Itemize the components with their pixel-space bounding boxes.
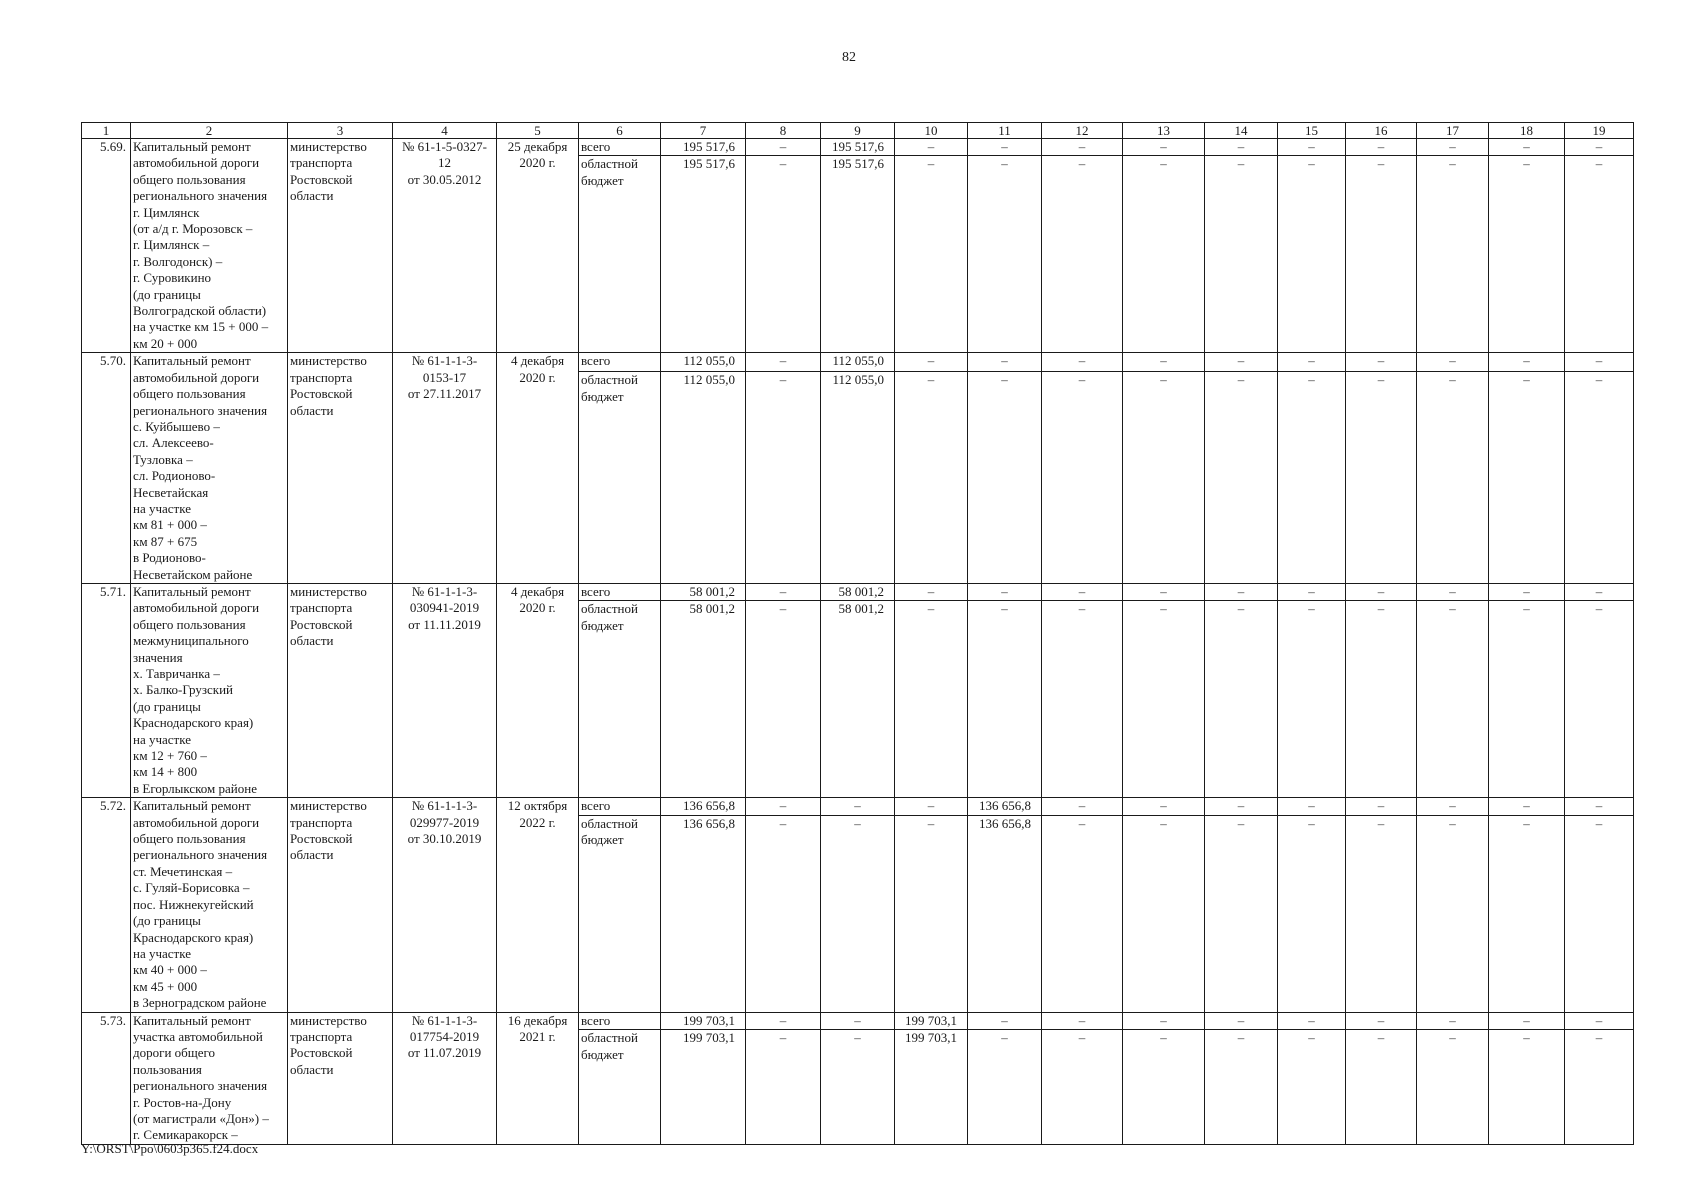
amount-cell: –: [1417, 815, 1489, 1012]
amount-cell: –: [1278, 798, 1346, 815]
amount-cell: –: [1417, 372, 1489, 584]
amount-cell: –: [746, 798, 821, 815]
amount-cell: –: [1565, 372, 1634, 584]
amount-cell: –: [968, 601, 1042, 798]
amount-cell: –: [895, 815, 968, 1012]
amount-cell: 112 055,0: [661, 353, 746, 372]
amount-cell: –: [1042, 1012, 1123, 1030]
amount-cell: –: [1123, 1012, 1205, 1030]
amount-cell: –: [1346, 139, 1417, 156]
amount-cell: –: [1042, 583, 1123, 600]
amount-cell: –: [1278, 139, 1346, 156]
column-number: 15: [1278, 123, 1346, 139]
amount-cell: –: [1278, 583, 1346, 600]
amount-cell: –: [1417, 139, 1489, 156]
amount-cell: –: [1489, 353, 1565, 372]
amount-cell: –: [1565, 583, 1634, 600]
amount-cell: –: [1042, 1030, 1123, 1145]
amount-cell: 112 055,0: [661, 372, 746, 584]
amount-cell: –: [746, 815, 821, 1012]
table-row: [82, 139, 1634, 156]
amount-cell: –: [1346, 1030, 1417, 1145]
amount-cell: –: [895, 798, 968, 815]
object-name: Капитальный ремонт автомобильной дороги общего пользования регионального значения ст. Мечетинская – с. Гуляй-Борисовка – пос. Нижнекугейский (до границы Краснодарского края) на участке км 40 + 000 – км 45 + 000 в Зерноградском районе: [131, 798, 288, 1012]
object-name: Капитальный ремонт автомобильной дороги общего пользования межмуниципального значения х. Тавричанка – х. Балко-Грузский (до границы Краснодарского края) на участке км 12 + 760 – км 14 + 800 в Егорлыкском районе: [131, 583, 288, 797]
document-reference: № 61-1-5-0327- 12 от 30.05.2012: [393, 139, 497, 353]
amount-cell: –: [1417, 1030, 1489, 1145]
funding-source: всего: [579, 798, 661, 815]
column-number: 9: [821, 123, 895, 139]
amount-cell: –: [1346, 353, 1417, 372]
table-row: [82, 1012, 1634, 1030]
customer-name: министерство транспорта Ростовской области: [288, 798, 393, 1012]
amount-cell: 112 055,0: [821, 353, 895, 372]
amount-cell: –: [1042, 601, 1123, 798]
amount-cell: –: [746, 156, 821, 353]
column-number: 6: [579, 123, 661, 139]
amount-cell: –: [821, 1030, 895, 1145]
column-number: 16: [1346, 123, 1417, 139]
amount-cell: –: [895, 156, 968, 353]
amount-cell: –: [1417, 798, 1489, 815]
amount-cell: –: [1346, 156, 1417, 353]
column-number: 3: [288, 123, 393, 139]
column-number: 4: [393, 123, 497, 139]
amount-cell: –: [895, 353, 968, 372]
amount-cell: –: [1278, 1030, 1346, 1145]
amount-cell: –: [1278, 1012, 1346, 1030]
amount-cell: –: [746, 353, 821, 372]
completion-date: 25 декабря 2020 г.: [497, 139, 579, 353]
customer-name: министерство транспорта Ростовской области: [288, 583, 393, 797]
amount-cell: –: [1565, 353, 1634, 372]
amount-cell: –: [1123, 815, 1205, 1012]
amount-cell: –: [1417, 1012, 1489, 1030]
column-number: 5: [497, 123, 579, 139]
amount-cell: 58 001,2: [661, 601, 746, 798]
table-row: [82, 353, 1634, 372]
budget-table: [81, 122, 1634, 1145]
funding-source: всего: [579, 1012, 661, 1030]
customer-name: министерство транспорта Ростовской области: [288, 139, 393, 353]
amount-cell: 195 517,6: [821, 156, 895, 353]
amount-cell: –: [1346, 798, 1417, 815]
amount-cell: –: [1489, 156, 1565, 353]
column-number: 1: [82, 123, 131, 139]
amount-cell: –: [1042, 798, 1123, 815]
amount-cell: –: [968, 139, 1042, 156]
amount-cell: 199 703,1: [661, 1012, 746, 1030]
amount-cell: –: [1205, 1012, 1278, 1030]
column-number: 13: [1123, 123, 1205, 139]
amount-cell: –: [746, 601, 821, 798]
funding-source: областной бюджет: [579, 815, 661, 1012]
amount-cell: –: [1565, 601, 1634, 798]
column-number: 14: [1205, 123, 1278, 139]
amount-cell: –: [1489, 1030, 1565, 1145]
completion-date: 4 декабря 2020 г.: [497, 583, 579, 797]
amount-cell: –: [1565, 139, 1634, 156]
amount-cell: –: [1489, 815, 1565, 1012]
amount-cell: 199 703,1: [895, 1030, 968, 1145]
table-row: [82, 583, 1634, 600]
row-number: 5.72.: [82, 798, 131, 1012]
amount-cell: –: [1346, 372, 1417, 584]
column-number: 11: [968, 123, 1042, 139]
amount-cell: –: [895, 139, 968, 156]
amount-cell: –: [1565, 1030, 1634, 1145]
amount-cell: –: [746, 139, 821, 156]
column-number: 12: [1042, 123, 1123, 139]
amount-cell: 112 055,0: [821, 372, 895, 584]
amount-cell: –: [1565, 156, 1634, 353]
amount-cell: –: [968, 372, 1042, 584]
document-reference: № 61-1-1-3- 0153-17 от 27.11.2017: [393, 353, 497, 584]
amount-cell: –: [968, 353, 1042, 372]
row-number: 5.71.: [82, 583, 131, 797]
amount-cell: –: [1346, 601, 1417, 798]
funding-source: всего: [579, 583, 661, 600]
row-number: 5.69.: [82, 139, 131, 353]
amount-cell: –: [895, 583, 968, 600]
amount-cell: –: [1417, 601, 1489, 798]
amount-cell: –: [1042, 139, 1123, 156]
amount-cell: –: [1489, 798, 1565, 815]
document-reference: № 61-1-1-3- 017754-2019 от 11.07.2019: [393, 1012, 497, 1144]
amount-cell: –: [746, 583, 821, 600]
amount-cell: –: [1205, 139, 1278, 156]
amount-cell: –: [1489, 372, 1565, 584]
column-number: 19: [1565, 123, 1634, 139]
completion-date: 12 октября 2022 г.: [497, 798, 579, 1012]
amount-cell: –: [1278, 353, 1346, 372]
funding-source: областной бюджет: [579, 601, 661, 798]
column-number: 2: [131, 123, 288, 139]
amount-cell: 195 517,6: [661, 139, 746, 156]
amount-cell: –: [746, 1030, 821, 1145]
funding-source: областной бюджет: [579, 1030, 661, 1145]
table-row: [82, 798, 1634, 815]
amount-cell: –: [1278, 815, 1346, 1012]
column-number: 18: [1489, 123, 1565, 139]
amount-cell: –: [1489, 583, 1565, 600]
amount-cell: –: [746, 372, 821, 584]
amount-cell: 136 656,8: [661, 798, 746, 815]
funding-source: всего: [579, 353, 661, 372]
amount-cell: –: [1565, 815, 1634, 1012]
amount-cell: –: [1278, 156, 1346, 353]
object-name: Капитальный ремонт участка автомобильной дороги общего пользования регионального значения г. Ростов-на-Дону (от магистрали «Дон») – г. Семикаракорск –: [131, 1012, 288, 1144]
amount-cell: 58 001,2: [661, 583, 746, 600]
amount-cell: –: [821, 798, 895, 815]
completion-date: 16 декабря 2021 г.: [497, 1012, 579, 1144]
amount-cell: –: [1123, 353, 1205, 372]
amount-cell: –: [895, 601, 968, 798]
amount-cell: –: [1489, 139, 1565, 156]
amount-cell: –: [1042, 815, 1123, 1012]
amount-cell: –: [1205, 156, 1278, 353]
amount-cell: 195 517,6: [661, 156, 746, 353]
amount-cell: –: [1123, 798, 1205, 815]
amount-cell: –: [1123, 372, 1205, 584]
amount-cell: –: [1205, 353, 1278, 372]
amount-cell: 136 656,8: [968, 798, 1042, 815]
amount-cell: –: [1278, 372, 1346, 584]
footer-file-path: Y:\ORST\Ppo\0603p365.f24.docx: [81, 1141, 259, 1156]
amount-cell: 136 656,8: [661, 815, 746, 1012]
amount-cell: –: [968, 156, 1042, 353]
amount-cell: –: [1205, 798, 1278, 815]
object-name: Капитальный ремонт автомобильной дороги общего пользования регионального значения г. Цимлянск (от а/д г. Морозовск – г. Цимлянск – г. Волгодонск) – г. Суровикино (до границы Волгоградской области) на участке км 15 + 000 – км 20 + 000: [131, 139, 288, 353]
column-number: 7: [661, 123, 746, 139]
column-number-row: [82, 123, 1634, 139]
amount-cell: –: [1346, 583, 1417, 600]
amount-cell: –: [1123, 1030, 1205, 1145]
amount-cell: –: [1205, 372, 1278, 584]
amount-cell: –: [1489, 601, 1565, 798]
object-name: Капитальный ремонт автомобильной дороги общего пользования регионального значения с. Куйбышево – сл. Алексеево- Тузловка – сл. Родионово- Несветайская на участке км 81 + 000 – км 87 + 675 в Родионово- Несветайском районе: [131, 353, 288, 584]
amount-cell: –: [1346, 815, 1417, 1012]
amount-cell: 199 703,1: [661, 1030, 746, 1145]
amount-cell: –: [1205, 601, 1278, 798]
amount-cell: –: [1042, 372, 1123, 584]
amount-cell: –: [968, 583, 1042, 600]
amount-cell: –: [1278, 601, 1346, 798]
document-reference: № 61-1-1-3- 030941-2019 от 11.11.2019: [393, 583, 497, 797]
amount-cell: –: [746, 1012, 821, 1030]
column-number: 10: [895, 123, 968, 139]
amount-cell: –: [1417, 583, 1489, 600]
amount-cell: 58 001,2: [821, 601, 895, 798]
amount-cell: 199 703,1: [895, 1012, 968, 1030]
amount-cell: –: [1565, 1012, 1634, 1030]
amount-cell: –: [895, 372, 968, 584]
completion-date: 4 декабря 2020 г.: [497, 353, 579, 584]
amount-cell: –: [1123, 156, 1205, 353]
amount-cell: –: [1417, 353, 1489, 372]
amount-cell: –: [1489, 1012, 1565, 1030]
amount-cell: –: [1042, 156, 1123, 353]
page-number: 82: [842, 50, 856, 65]
funding-source: областной бюджет: [579, 156, 661, 353]
amount-cell: –: [968, 1030, 1042, 1145]
amount-cell: –: [1565, 798, 1634, 815]
amount-cell: 136 656,8: [968, 815, 1042, 1012]
amount-cell: –: [821, 1012, 895, 1030]
amount-cell: 58 001,2: [821, 583, 895, 600]
amount-cell: –: [1123, 601, 1205, 798]
column-number: 8: [746, 123, 821, 139]
amount-cell: –: [1205, 1030, 1278, 1145]
customer-name: министерство транспорта Ростовской области: [288, 1012, 393, 1144]
amount-cell: –: [1417, 156, 1489, 353]
amount-cell: –: [1346, 1012, 1417, 1030]
amount-cell: –: [1042, 353, 1123, 372]
amount-cell: 195 517,6: [821, 139, 895, 156]
row-number: 5.70.: [82, 353, 131, 584]
amount-cell: –: [1123, 139, 1205, 156]
funding-source: областной бюджет: [579, 372, 661, 584]
amount-cell: –: [1123, 583, 1205, 600]
funding-source: всего: [579, 139, 661, 156]
amount-cell: –: [821, 815, 895, 1012]
column-number: 17: [1417, 123, 1489, 139]
amount-cell: –: [968, 1012, 1042, 1030]
amount-cell: –: [1205, 583, 1278, 600]
document-reference: № 61-1-1-3- 029977-2019 от 30.10.2019: [393, 798, 497, 1012]
amount-cell: –: [1205, 815, 1278, 1012]
row-number: 5.73.: [82, 1012, 131, 1144]
customer-name: министерство транспорта Ростовской области: [288, 353, 393, 584]
budget-table-container: [81, 122, 1618, 1145]
